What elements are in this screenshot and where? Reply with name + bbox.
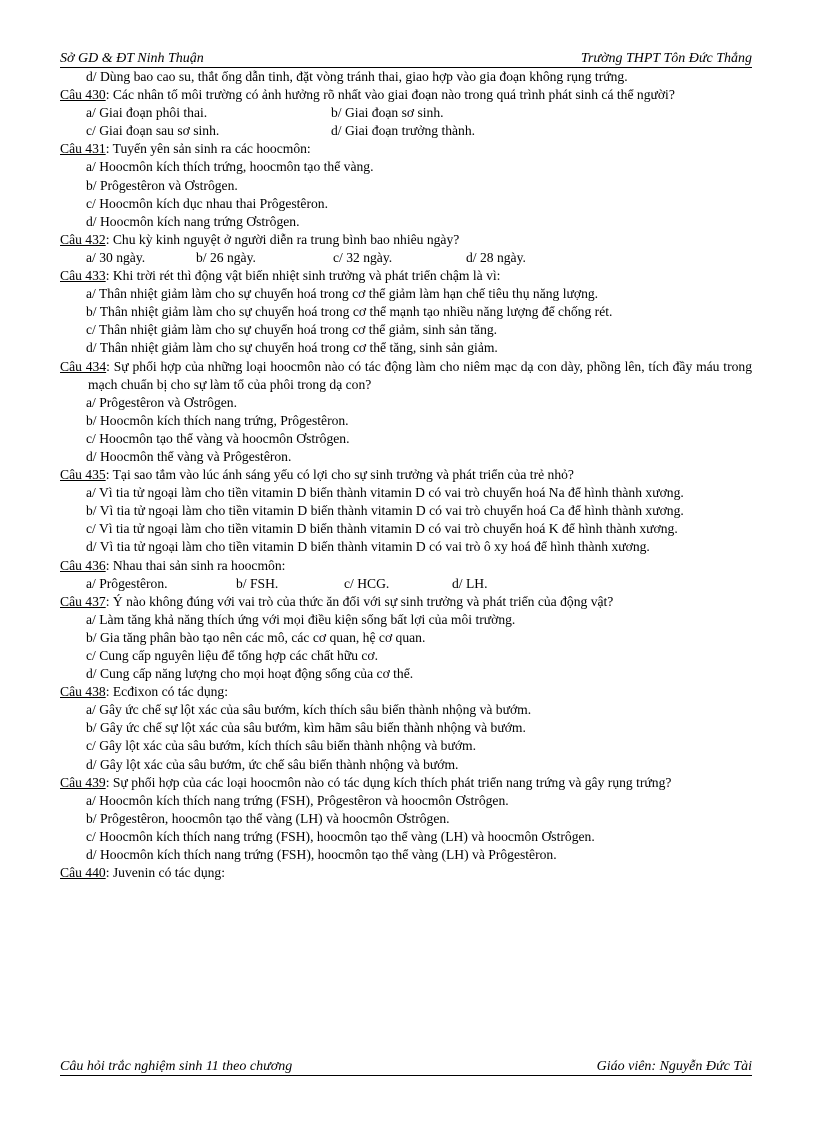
option-a: a/ Gây ức chế sự lột xác của sâu bướm, kích thích sâu biến thành nhộng và bướm. — [86, 702, 532, 718]
question-434 — [60, 358, 752, 394]
question-text: : Ecđixon có tác dụng: — [105, 684, 228, 700]
question-text: : Các nhân tố môi trường có ảnh hưởng rõ nhất vào giai đoạn nào trong quá trình phát sinh cá thể người? — [105, 87, 675, 103]
question-label: Câu 430 — [60, 87, 106, 103]
question-text: : Ý nào không đúng với vai trò của thức ăn đối với sự sinh trưởng và phát triển của động vật? — [105, 593, 614, 609]
question-438 — [60, 683, 752, 701]
question-label: Câu 437 — [60, 593, 106, 609]
question-label: Câu 435 — [60, 467, 106, 483]
options-430 — [60, 104, 752, 140]
option-a: a/ Prôgestêron. — [86, 575, 168, 591]
question-437 — [60, 593, 752, 611]
option-d: d/ Cung cấp năng lượng cho mọi hoạt động sống của cơ thể. — [86, 666, 414, 682]
footer-right: Giáo viên: Nguyễn Đức Tài — [596, 1059, 752, 1074]
option-c: c/ 32 ngày. — [333, 249, 393, 265]
question-435 — [60, 466, 752, 484]
option-b: b/ Gây ức chế sự lột xác của sâu bướm, kìm hãm sâu biến thành nhộng và bướm. — [86, 720, 526, 736]
option-b: b/ Gia tăng phân bào tạo nên các mô, các cơ quan, hệ cơ quan. — [86, 629, 426, 645]
question-label: Câu 436 — [60, 557, 106, 573]
header-right: Trường THPT Tôn Đức Thắng — [580, 51, 752, 66]
question-label: Câu 434 — [60, 358, 107, 374]
question-label: Câu 439 — [60, 774, 106, 790]
header-left: Sở GD & ĐT Ninh Thuận — [60, 51, 204, 66]
question-439 — [60, 774, 752, 792]
option-a: a/ Vì tia tử ngoại làm cho tiền vitamin D biến thành vitamin D có vai trò chuyển hoá Na để hình thành xương. — [86, 485, 684, 501]
option-c: c/ Hoocmôn tạo thể vàng và hoocmôn Ơstrôgen. — [86, 430, 350, 446]
page-header — [60, 50, 752, 68]
question-list — [60, 68, 752, 882]
option-a: a/ Thân nhiệt giảm làm cho sự chuyển hoá trong cơ thể giảm làm hạn chế tiêu thụ năng lượng. — [86, 286, 599, 302]
option-c: c/ Hoocmôn kích thích nang trứng (FSH), hoocmôn tạo thể vàng (LH) và hoocmôn Ơstrôgen. — [86, 828, 595, 844]
option-b: b/ Giai đoạn sơ sinh. — [331, 105, 444, 121]
option-c: c/ Vì tia tử ngoại làm cho tiền vitamin D biến thành vitamin D có vai trò chuyển hoá K để hình thành xương. — [86, 521, 678, 537]
question-433 — [60, 267, 752, 285]
option-b: b/ FSH. — [236, 575, 279, 591]
option-b: b/ Prôgestêron, hoocmôn tạo thể vàng (LH) và hoocmôn Ơstrôgen. — [86, 810, 450, 826]
option-b: b/ Vì tia tử ngoại làm cho tiền vitamin D biến thành vitamin D có vai trò chuyển hoá Ca để hình thành xương. — [86, 503, 684, 519]
page-footer — [60, 1058, 752, 1076]
question-label: Câu 433 — [60, 268, 106, 284]
option-c: c/ HCG. — [344, 575, 390, 591]
option-c: c/ Hoocmôn kích dục nhau thai Prôgestêron. — [86, 195, 328, 211]
question-430 — [60, 86, 752, 104]
option-d: d/ Vì tia tử ngoại làm cho tiền vitamin D biến thành vitamin D có vai trò ô xy hoá để hình thành xương. — [86, 539, 650, 555]
question-text: : Sự phối hợp của các loại hoocmôn nào có tác dụng kích thích phát triển nang trứng và gây rụng trứng? — [105, 774, 672, 790]
option-d: d/ LH. — [452, 575, 488, 591]
question-label: Câu 432 — [60, 231, 106, 247]
option-c: c/ Thân nhiệt giảm làm cho sự chuyển hoá trong cơ thể giảm, sinh sản tăng. — [86, 322, 498, 338]
option-a: a/ Hoocmôn kích thích nang trứng (FSH), Prôgestêron và hoocmôn Ơstrôgen. — [86, 792, 509, 808]
options-432 — [60, 249, 752, 267]
option-a: a/ 30 ngày. — [86, 249, 146, 265]
option-d: d/ 28 ngày. — [466, 249, 526, 265]
question-431 — [60, 140, 752, 158]
option-d: d/ Hoocmôn kích thích nang trứng (FSH), hoocmôn tạo thể vàng (LH) và Prôgestêron. — [86, 847, 557, 863]
question-text: : Sự phối hợp của những loại hoocmôn nào có tác động làm cho niêm mạc dạ con dày, phồng lên, tích đầy máu trong mạch chuẩn bị cho sự làm tổ của phôi trong dạ con? — [88, 358, 753, 392]
question-436 — [60, 557, 752, 575]
question-text: : Nhau thai sản sinh ra hoocmôn: — [105, 557, 286, 573]
question-440 — [60, 864, 752, 882]
footer-left: Câu hỏi trắc nghiệm sinh 11 theo chương — [60, 1059, 293, 1074]
question-label: Câu 438 — [60, 684, 106, 700]
option-a: a/ Làm tăng khả năng thích ứng với mọi điều kiện sống bất lợi của môi trường. — [86, 611, 516, 627]
option-d: d/ Gây lột xác của sâu bướm, ức chế sâu biến thành nhộng và bướm. — [86, 756, 459, 772]
option-d: d/ Thân nhiệt giảm làm cho sự chuyển hoá trong cơ thể tăng, sinh sản giảm. — [86, 340, 498, 356]
option-a: a/ Prôgestêron và Ơstrôgen. — [86, 394, 238, 410]
question-label: Câu 431 — [60, 141, 106, 157]
page — [60, 50, 752, 882]
question-432 — [60, 231, 752, 249]
option-a: a/ Hoocmôn kích thích trứng, hoocmôn tạo thể vàng. — [86, 159, 374, 175]
option-a: a/ Giai đoạn phôi thai. — [86, 105, 208, 121]
option-b: b/ 26 ngày. — [196, 249, 256, 265]
question-text: : Chu kỳ kinh nguyệt ở người diễn ra trung bình bao nhiêu ngày? — [105, 231, 460, 247]
option-c: c/ Cung cấp nguyên liệu để tổng hợp các chất hữu cơ. — [86, 648, 379, 663]
carry-over-option: d/ Dùng bao cao su, thắt ống dẫn tinh, đặt vòng tránh thai, giao hợp vào gia đoạn không rụng trứng. — [86, 69, 628, 84]
option-d: d/ Hoocmôn thể vàng và Prôgestêron. — [86, 448, 292, 464]
question-text: : Juvenin có tác dụng: — [105, 865, 225, 881]
question-label: Câu 440 — [60, 865, 106, 881]
question-text: : Tuyến yên sản sinh ra các hoocmôn: — [105, 141, 311, 157]
option-b: b/ Thân nhiệt giảm làm cho sự chuyển hoá trong cơ thể mạnh tạo nhiều năng lượng để chống rét. — [86, 304, 613, 320]
options-436 — [60, 575, 752, 593]
option-c: c/ Gây lột xác của sâu bướm, kích thích sâu biến thành nhộng và bướm. — [86, 738, 477, 754]
question-text: : Tại sao tắm vào lúc ánh sáng yếu có lợi cho sự sinh trưởng và phát triển của trẻ nhỏ? — [105, 467, 574, 483]
option-b: b/ Hoocmôn kích thích nang trứng, Prôgestêron. — [86, 412, 349, 428]
option-c: c/ Giai đoạn sau sơ sinh. — [86, 123, 220, 139]
question-text: : Khi trời rét thì động vật biến nhiệt sinh trưởng và phát triển chậm là vì: — [105, 268, 501, 284]
option-d: d/ Hoocmôn kích nang trứng Ơstrôgen. — [86, 213, 300, 229]
option-b: b/ Prôgestêron và Ơstrôgen. — [86, 177, 238, 193]
option-d: d/ Giai đoạn trưởng thành. — [331, 123, 476, 139]
